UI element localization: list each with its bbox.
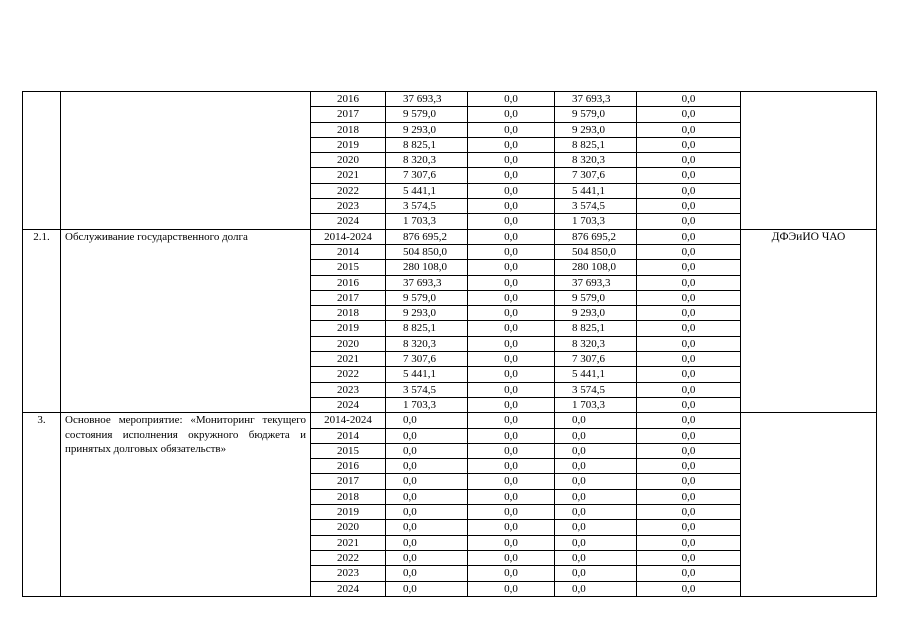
regional-cell: 0,0 (555, 520, 637, 535)
federal-cell: 0,0 (468, 520, 555, 535)
regional-cell: 0,0 (555, 474, 637, 489)
executor-cell: ДФЭиИО ЧАО (741, 229, 877, 413)
federal-cell: 0,0 (468, 459, 555, 474)
year-cell: 2021 (311, 352, 386, 367)
year-cell: 2017 (311, 474, 386, 489)
regional-cell: 0,0 (555, 428, 637, 443)
federal-cell: 0,0 (468, 489, 555, 504)
other-cell: 0,0 (637, 382, 741, 397)
total-cell: 0,0 (386, 505, 468, 520)
regional-cell: 37 693,3 (555, 92, 637, 107)
year-cell: 2023 (311, 566, 386, 581)
year-cell: 2022 (311, 183, 386, 198)
total-cell: 7 307,6 (386, 168, 468, 183)
federal-cell: 0,0 (468, 505, 555, 520)
total-cell: 9 579,0 (386, 290, 468, 305)
other-cell: 0,0 (637, 275, 741, 290)
year-cell: 2020 (311, 520, 386, 535)
federal-cell: 0,0 (468, 443, 555, 458)
year-cell: 2016 (311, 92, 386, 107)
year-cell: 2021 (311, 168, 386, 183)
federal-cell: 0,0 (468, 397, 555, 412)
federal-cell: 0,0 (468, 244, 555, 259)
total-cell: 0,0 (386, 443, 468, 458)
year-cell: 2020 (311, 153, 386, 168)
total-cell: 0,0 (386, 474, 468, 489)
regional-cell: 9 293,0 (555, 122, 637, 137)
other-cell: 0,0 (637, 443, 741, 458)
item-number (23, 92, 61, 230)
year-cell: 2015 (311, 443, 386, 458)
regional-cell: 3 574,5 (555, 199, 637, 214)
total-cell: 0,0 (386, 520, 468, 535)
federal-cell: 0,0 (468, 122, 555, 137)
year-cell: 2018 (311, 122, 386, 137)
other-cell: 0,0 (637, 107, 741, 122)
regional-cell: 876 695,2 (555, 229, 637, 244)
year-cell: 2023 (311, 199, 386, 214)
federal-cell: 0,0 (468, 306, 555, 321)
total-cell: 9 579,0 (386, 107, 468, 122)
regional-cell: 504 850,0 (555, 244, 637, 259)
item-name: Обслуживание государственного долга (61, 229, 311, 413)
regional-cell: 9 579,0 (555, 107, 637, 122)
year-cell: 2024 (311, 581, 386, 596)
other-cell: 0,0 (637, 489, 741, 504)
other-cell: 0,0 (637, 290, 741, 305)
regional-cell: 5 441,1 (555, 367, 637, 382)
regional-cell: 0,0 (555, 550, 637, 565)
year-cell: 2019 (311, 137, 386, 152)
year-cell: 2017 (311, 107, 386, 122)
regional-cell: 0,0 (555, 505, 637, 520)
regional-cell: 0,0 (555, 413, 637, 428)
federal-cell: 0,0 (468, 321, 555, 336)
other-cell: 0,0 (637, 321, 741, 336)
regional-cell: 5 441,1 (555, 183, 637, 198)
other-cell: 0,0 (637, 367, 741, 382)
total-cell: 0,0 (386, 535, 468, 550)
other-cell: 0,0 (637, 260, 741, 275)
regional-cell: 1 703,3 (555, 214, 637, 229)
total-cell: 0,0 (386, 550, 468, 565)
total-cell: 5 441,1 (386, 183, 468, 198)
other-cell: 0,0 (637, 413, 741, 428)
federal-cell: 0,0 (468, 260, 555, 275)
federal-cell: 0,0 (468, 275, 555, 290)
total-cell: 8 825,1 (386, 321, 468, 336)
other-cell: 0,0 (637, 336, 741, 351)
other-cell: 0,0 (637, 199, 741, 214)
other-cell: 0,0 (637, 581, 741, 596)
other-cell: 0,0 (637, 352, 741, 367)
total-cell: 1 703,3 (386, 397, 468, 412)
regional-cell: 37 693,3 (555, 275, 637, 290)
other-cell: 0,0 (637, 168, 741, 183)
year-cell: 2014-2024 (311, 229, 386, 244)
other-cell: 0,0 (637, 535, 741, 550)
federal-cell: 0,0 (468, 474, 555, 489)
regional-cell: 0,0 (555, 443, 637, 458)
federal-cell: 0,0 (468, 581, 555, 596)
total-cell: 0,0 (386, 413, 468, 428)
regional-cell: 3 574,5 (555, 382, 637, 397)
federal-cell: 0,0 (468, 550, 555, 565)
year-cell: 2023 (311, 382, 386, 397)
federal-cell: 0,0 (468, 367, 555, 382)
federal-cell: 0,0 (468, 183, 555, 198)
regional-cell: 9 293,0 (555, 306, 637, 321)
regional-cell: 280 108,0 (555, 260, 637, 275)
year-cell: 2020 (311, 336, 386, 351)
year-cell: 2024 (311, 214, 386, 229)
other-cell: 0,0 (637, 244, 741, 259)
federal-cell: 0,0 (468, 214, 555, 229)
other-cell: 0,0 (637, 520, 741, 535)
executor-cell (741, 92, 877, 230)
table-row (23, 413, 877, 428)
federal-cell: 0,0 (468, 413, 555, 428)
federal-cell: 0,0 (468, 352, 555, 367)
total-cell: 9 293,0 (386, 122, 468, 137)
year-cell: 2022 (311, 367, 386, 382)
other-cell: 0,0 (637, 505, 741, 520)
year-cell: 2015 (311, 260, 386, 275)
federal-cell: 0,0 (468, 168, 555, 183)
other-cell: 0,0 (637, 428, 741, 443)
other-cell: 0,0 (637, 474, 741, 489)
regional-cell: 8 320,3 (555, 153, 637, 168)
year-cell: 2022 (311, 550, 386, 565)
federal-cell: 0,0 (468, 535, 555, 550)
regional-cell: 7 307,6 (555, 352, 637, 367)
other-cell: 0,0 (637, 566, 741, 581)
table-row (23, 229, 877, 244)
federal-cell: 0,0 (468, 566, 555, 581)
federal-cell: 0,0 (468, 107, 555, 122)
total-cell: 0,0 (386, 566, 468, 581)
total-cell: 0,0 (386, 459, 468, 474)
other-cell: 0,0 (637, 306, 741, 321)
total-cell: 5 441,1 (386, 367, 468, 382)
regional-cell: 0,0 (555, 489, 637, 504)
other-cell: 0,0 (637, 214, 741, 229)
regional-cell: 8 825,1 (555, 321, 637, 336)
federal-cell: 0,0 (468, 428, 555, 443)
item-name (61, 92, 311, 230)
total-cell: 876 695,2 (386, 229, 468, 244)
other-cell: 0,0 (637, 122, 741, 137)
total-cell: 0,0 (386, 428, 468, 443)
federal-cell: 0,0 (468, 229, 555, 244)
total-cell: 280 108,0 (386, 260, 468, 275)
regional-cell: 1 703,3 (555, 397, 637, 412)
federal-cell: 0,0 (468, 153, 555, 168)
year-cell: 2014 (311, 244, 386, 259)
regional-cell: 8 825,1 (555, 137, 637, 152)
total-cell: 8 825,1 (386, 137, 468, 152)
year-cell: 2016 (311, 275, 386, 290)
year-cell: 2021 (311, 535, 386, 550)
regional-cell: 0,0 (555, 535, 637, 550)
other-cell: 0,0 (637, 183, 741, 198)
total-cell: 504 850,0 (386, 244, 468, 259)
total-cell: 37 693,3 (386, 92, 468, 107)
other-cell: 0,0 (637, 229, 741, 244)
regional-cell: 7 307,6 (555, 168, 637, 183)
other-cell: 0,0 (637, 459, 741, 474)
year-cell: 2014-2024 (311, 413, 386, 428)
year-cell: 2019 (311, 505, 386, 520)
table-body (23, 92, 877, 597)
federal-cell: 0,0 (468, 290, 555, 305)
regional-cell: 0,0 (555, 566, 637, 581)
item-name: Основное мероприятие: «Мониторинг текущего состояния исполнения окружного бюджета и принятых долговых обязательств» (61, 413, 311, 597)
regional-cell: 0,0 (555, 581, 637, 596)
other-cell: 0,0 (637, 137, 741, 152)
total-cell: 3 574,5 (386, 382, 468, 397)
total-cell: 7 307,6 (386, 352, 468, 367)
executor-cell (741, 413, 877, 597)
budget-table (22, 91, 877, 597)
year-cell: 2018 (311, 489, 386, 504)
total-cell: 9 293,0 (386, 306, 468, 321)
year-cell: 2024 (311, 397, 386, 412)
total-cell: 0,0 (386, 489, 468, 504)
total-cell: 8 320,3 (386, 153, 468, 168)
federal-cell: 0,0 (468, 92, 555, 107)
other-cell: 0,0 (637, 550, 741, 565)
federal-cell: 0,0 (468, 382, 555, 397)
year-cell: 2017 (311, 290, 386, 305)
year-cell: 2014 (311, 428, 386, 443)
total-cell: 0,0 (386, 581, 468, 596)
year-cell: 2019 (311, 321, 386, 336)
federal-cell: 0,0 (468, 336, 555, 351)
total-cell: 8 320,3 (386, 336, 468, 351)
year-cell: 2016 (311, 459, 386, 474)
regional-cell: 0,0 (555, 459, 637, 474)
other-cell: 0,0 (637, 397, 741, 412)
total-cell: 1 703,3 (386, 214, 468, 229)
regional-cell: 9 579,0 (555, 290, 637, 305)
federal-cell: 0,0 (468, 137, 555, 152)
other-cell: 0,0 (637, 153, 741, 168)
other-cell: 0,0 (637, 92, 741, 107)
table-row (23, 92, 877, 107)
total-cell: 37 693,3 (386, 275, 468, 290)
item-number: 2.1. (23, 229, 61, 413)
federal-cell: 0,0 (468, 199, 555, 214)
item-number: 3. (23, 413, 61, 597)
year-cell: 2018 (311, 306, 386, 321)
regional-cell: 8 320,3 (555, 336, 637, 351)
total-cell: 3 574,5 (386, 199, 468, 214)
